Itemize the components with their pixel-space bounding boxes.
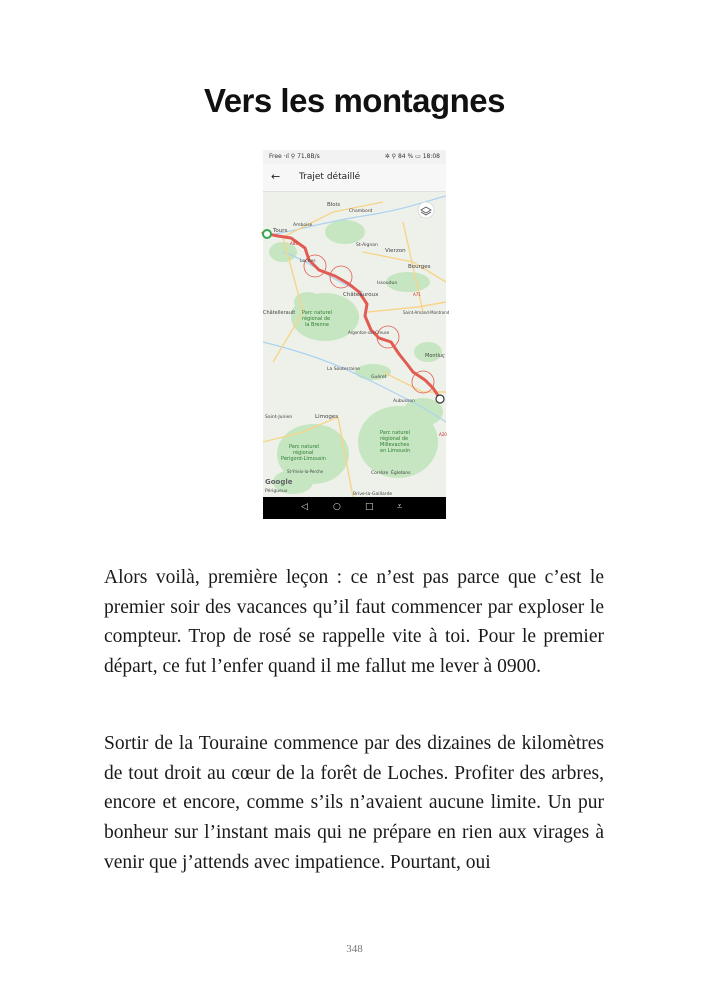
paragraph: Sortir de la Touraine commence par des dizaines de kilomètres de tout droit au cœur de la forêt de Loches. Profiter des arbres, encore et encore, comme s’ils n’avaient aucune limite. Un pur bonheur sur l’instant mais qui ne prépare en rien aux virages à venir que j’attends avec impatience. Pourtant, oui [104, 733, 604, 873]
map-label: Aubusson [393, 399, 415, 404]
map-label: régional de [380, 436, 409, 442]
map-label: Égletons [391, 471, 411, 476]
map-label: Montluç [425, 353, 445, 359]
status-left-text: Free ·ıl ⚲ 71,8B/s [269, 153, 320, 160]
map-label: Amboise [293, 223, 313, 228]
map-label: Parc naturel [289, 444, 319, 450]
nav-back-icon[interactable]: ◁ [301, 502, 308, 512]
map-label: Loches [300, 259, 316, 264]
map-label: la Brenne [305, 322, 329, 328]
map-label: Tours [273, 228, 288, 234]
nav-collapse-icon[interactable]: ⩡ [397, 502, 403, 512]
page-number: 348 [346, 943, 363, 955]
map-label: Millevaches [380, 442, 410, 448]
nav-recents-icon[interactable]: □ [365, 502, 374, 512]
map-label: en Limousin [380, 448, 411, 454]
phone-status-bar [263, 150, 446, 164]
app-bar-title: Trajet détaillé [299, 172, 361, 182]
map-label: A71 [413, 292, 421, 297]
end-marker-icon[interactable] [436, 395, 444, 403]
map-label: Saint-Junien [265, 415, 293, 420]
map-label: Blois [327, 202, 341, 208]
route-map[interactable] [263, 192, 450, 497]
map-label: Guéret [371, 375, 387, 380]
map-label: Brive-la-Gaillarde [353, 492, 393, 497]
nav-home-icon[interactable]: ○ [333, 502, 341, 512]
android-nav-bar [263, 497, 446, 519]
map-label: Châteauroux [343, 292, 379, 298]
map-label: Saint-Amand-Montrond [403, 310, 450, 315]
map-label: régional [293, 450, 314, 456]
map-label: St-Yrieix-la-Perche [287, 469, 324, 474]
page-title: Vers les montagnes [204, 82, 505, 119]
map-label: Limoges [315, 414, 339, 420]
map-label: Parc naturel [302, 310, 332, 316]
map-label: Argenton-sur-Creuse [348, 330, 390, 335]
map-label: Parc naturel [380, 430, 410, 436]
back-arrow-icon[interactable]: ← [271, 170, 281, 183]
map-label: Bourges [408, 264, 431, 270]
phone-screenshot [263, 150, 450, 519]
google-logo: Google [265, 478, 293, 486]
map-label: Périgord-Limousin [281, 456, 326, 462]
start-marker-icon[interactable] [263, 230, 271, 238]
map-label: A20 [439, 432, 447, 437]
map-label: La Souterraine [327, 367, 360, 372]
app-bar [263, 164, 446, 192]
map-label: régional de [302, 316, 331, 322]
map-label: St-Aignan [356, 243, 378, 248]
map-label: Châtellerault [263, 310, 296, 316]
map-label: Vierzon [385, 248, 406, 254]
status-right-text: ✲ ⚲ 84 % ▭ 18:08 [384, 153, 440, 160]
map-label: Issoudun [377, 281, 398, 286]
map-label: A85 [290, 241, 298, 246]
map-label: Chambord [349, 209, 373, 214]
map-label: Corrèze [371, 471, 389, 476]
map-label: Périgueux [265, 489, 288, 494]
paragraph: Alors voilà, première leçon : ce n’est pas parce que c’est le premier soir des vacances qu’il faut commencer par exploser le compteur. Trop de rosé se rappelle vite à toi. Pour le premier départ, ce fut l’enfer quand il me fallut me lever à 0900. [104, 567, 604, 678]
